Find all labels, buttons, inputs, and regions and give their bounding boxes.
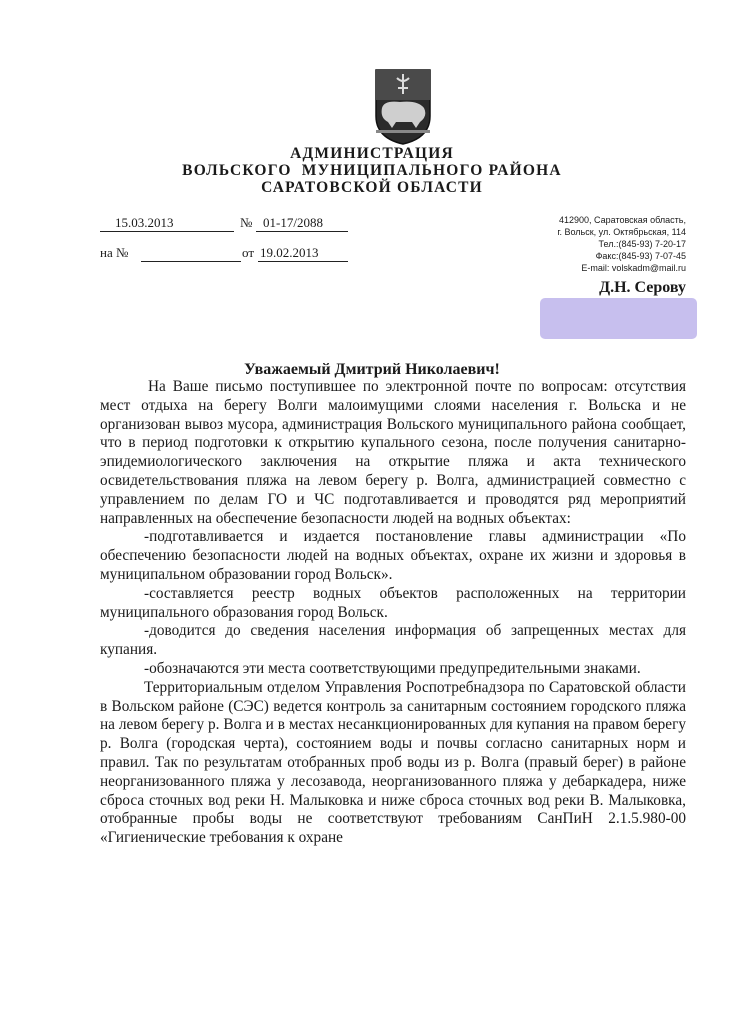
paragraph-sanitary: Территориальным отделом Управления Роспотребнадзора по Саратовской области в Вольском районе (СЭС) ведется контроль за санитарным состоянием городского пляжа на левом берегу р. Волга и в местах несанкционированных для купания на правом берегу р. Волга (городская черта), состоянием воды и почвы согласно санитарных норм и правил. Так по результатам отобранных проб воды из р. Волга (правый берег) в районе неорганизованного пляжа у лесозавода, неорганизованного пляжа у дебаркадера, ниже сброса сточных вод реки Н. Малыковка и ниже сброса сточных вод реки В. Малыковка, отобранные пробы воды не соответствуют требованиям СанПиН 2.1.5.980-00 «Гигиенические требования к охране (100, 678, 686, 847)
number-underline (256, 231, 348, 232)
date-underline (100, 231, 234, 232)
org-title-line1: АДМИНИСТРАЦИЯ (290, 145, 454, 162)
greeting: Уважаемый Дмитрий Николаевич! (244, 361, 500, 378)
redaction-box (540, 298, 697, 339)
coat-of-arms-icon (370, 68, 436, 146)
letter-date: 15.03.2013 (115, 215, 174, 230)
org-title-line3: САРАТОВСКОЙ ОБЛАСТИ (261, 179, 483, 196)
ref-date: 19.02.2013 (260, 245, 319, 260)
address-line1: 412900, Саратовская область, (559, 215, 686, 225)
paragraph-item-1: -подготавливается и издается постановление главы администрации «По обеспечению безопасности людей на водных объектах, охране их жизни и здоровья в муниципальном образовании город Вольск». (100, 528, 686, 583)
address-email: E-mail: volskadm@mail.ru (581, 263, 686, 273)
addressee: Д.Н. Серову (599, 279, 686, 296)
ref-label: на № (100, 245, 129, 260)
paragraph-item-3: -доводится до сведения населения информация об запрещенных местах для купания. (100, 622, 686, 659)
org-title-line2: ВОЛЬСКОГО МУНИЦИПАЛЬНОГО РАЙОНА (182, 162, 562, 179)
letter-number: 01-17/2088 (263, 215, 323, 230)
paragraph-item-2: -составляется реестр водных объектов расположенных на территории муниципального образования город Вольск. (100, 584, 686, 621)
address-fax: Факс:(845-93) 7-07-45 (595, 251, 686, 261)
letter-body (100, 378, 686, 848)
ref-number-underline (141, 261, 241, 262)
number-label: № (240, 215, 253, 230)
paragraph-item-4: -обозначаются эти места соответствующими предупредительными знаками. (144, 659, 641, 677)
address-line2: г. Вольск, ул. Октябрьская, 114 (557, 227, 686, 237)
paragraph-intro: На Ваше письмо поступившее по электронной почте по вопросам: отсутствия мест отдыха на берегу Волги малоимущими слоями населения г. Вольска и не организован вывоз мусора, администрация Вольского муниципального района сообщает, что в период подготовки к открытию купального сезона, после получения санитарно-эпидемиологического заключения на открытие пляжа и акта технического освидетельствования пляжа на левом берегу р. Волга, администрацией совместно с управлением по делам ГО и ЧС подготавливается и проводятся ряд мероприятий направленных на обеспечение безопасности людей на водных объектах: (100, 378, 686, 527)
ref-from-label: от (242, 245, 255, 260)
address-phone: Тел.:(845-93) 7-20-17 (598, 239, 686, 249)
ref-date-underline (258, 261, 348, 262)
